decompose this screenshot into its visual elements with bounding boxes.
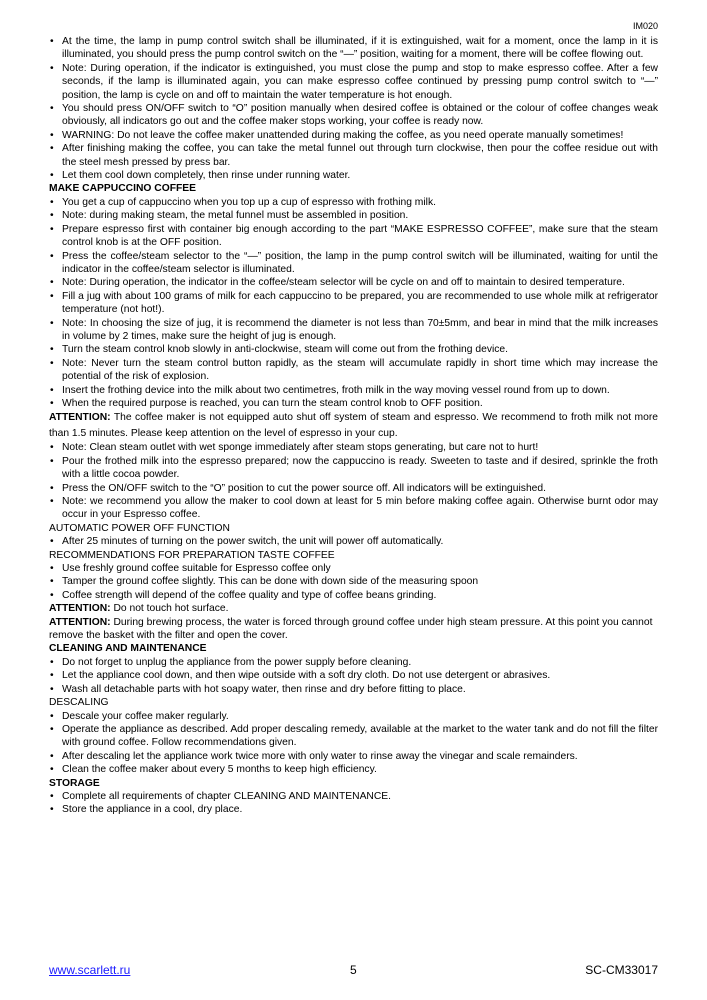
bullet-item: • WARNING: Do not leave the coffee maker unattended during making the coffee, as you need operate manually sometimes! bbox=[49, 129, 658, 142]
bullet-item: • Note: During operation, the indicator in the coffee/steam selector will be cycle on and off to maintain to desired temperature. bbox=[49, 276, 658, 289]
bullet-item: • Prepare espresso first with container big enough according to the part “MAKE ESPRESSO COFFEE”, make sure that the steam control knob is at the OFF position. bbox=[49, 223, 658, 250]
attention-label: ATTENTION: bbox=[49, 603, 111, 615]
bullet-item: • Coffee strength will depend of the coffee quality and type of coffee beans grinding. bbox=[49, 589, 658, 602]
attention-note bbox=[49, 410, 658, 441]
bullet-item: • Operate the appliance as described. Add proper descaling remedy, available at the market to the water tank and do not fill the filter with ground coffee. Follow recommendations given. bbox=[49, 723, 658, 750]
document-code: IM020 bbox=[632, 21, 658, 31]
bullet-item: • After finishing making the coffee, you can take the metal funnel out through turn clockwise, then pour the coffee residue out with the steel mesh pressed by press bar. bbox=[49, 142, 658, 169]
bullet-item: • After descaling let the appliance work twice more with only water to rinse away the vinegar and scale remainders. bbox=[49, 750, 658, 763]
bullet-item: • Note: In choosing the size of jug, it is recommend the diameter is not less than 70±5mm, and bear in mind that the milk increases in volume by 2 times, make sure the height of jug is enough. bbox=[49, 317, 658, 344]
section-title: RECOMMENDATIONS FOR PREPARATION TASTE COFFEE bbox=[49, 549, 335, 561]
bullet-item: • Use freshly ground coffee suitable for Espresso coffee only bbox=[49, 562, 658, 575]
bullet-item: • Turn the steam control knob slowly in anti-clockwise, steam will come out from the frothing device. bbox=[49, 343, 658, 356]
bullet-item: • Press the coffee/steam selector to the “—” position, the lamp in the pump control switch will be illuminated, waiting for until the indicator in the coffee/steam selector is illuminated. bbox=[49, 250, 658, 277]
attention-text: During brewing process, the water is forced through ground coffee under high steam pressure. At this point you cannot remove the basket with the filter and open the cover. bbox=[49, 616, 653, 642]
bullet-item: • Note: during making steam, the metal funnel must be assembled in position. bbox=[49, 209, 658, 222]
attention-text: The coffee maker is not equipped auto shut off system of steam and espresso. We recommend to froth milk not more than 1.5 minutes. Please keep attention on the level of espresso in your cup. bbox=[49, 412, 658, 439]
bullet-item: • Tamper the ground coffee slightly. This can be done with down side of the measuring spoon bbox=[49, 575, 658, 588]
attention-text: Do not touch hot surface. bbox=[110, 603, 229, 615]
bullet-item: • After 25 minutes of turning on the power switch, the unit will power off automatically. bbox=[49, 535, 658, 548]
bullet-item: • Let them cool down completely, then rinse under running water. bbox=[49, 169, 658, 182]
section-title: AUTOMATIC POWER OFF FUNCTION bbox=[49, 522, 230, 534]
section-heading: MAKE CAPPUCCINO COFFEE bbox=[49, 183, 197, 195]
bullet-item: • Wash all detachable parts with hot soapy water, then rinse and dry before fitting to place. bbox=[49, 683, 658, 696]
bullet-item: • Fill a jug with about 100 grams of milk for each cappuccino to be prepared, you are recommended to use whole milk at refrigerator temperature (not hot!). bbox=[49, 290, 658, 317]
page-number: 5 bbox=[350, 963, 357, 977]
bullet-item: • Complete all requirements of chapter CLEANING AND MAINTENANCE. bbox=[49, 790, 658, 803]
attention-note bbox=[49, 602, 658, 615]
website-link[interactable]: www.scarlett.ru bbox=[49, 963, 131, 977]
model-number: SC-CM33017 bbox=[585, 963, 658, 977]
bullet-item: • Note: we recommend you allow the maker to cool down at least for 5 min before making coffee again. Otherwise burnt odor may occur in your Espresso coffee. bbox=[49, 495, 658, 522]
bullet-item: • Do not forget to unplug the appliance from the power supply before cleaning. bbox=[49, 656, 658, 669]
bullet-item: • At the time, the lamp in pump control switch shall be illuminated, if it is extinguished, wait for a moment, once the lamp in it is illuminated, you should press the pump control switch on the “—” position, waiting for a moment, there will be coffee flowing out. bbox=[49, 35, 658, 62]
bullet-item: • Descale your coffee maker regularly. bbox=[49, 710, 658, 723]
manual-content bbox=[49, 35, 658, 817]
bullet-item: • Clean the coffee maker about every 5 months to keep high efficiency. bbox=[49, 763, 658, 776]
bullet-item: • When the required purpose is reached, you can turn the steam control knob to OFF position. bbox=[49, 397, 658, 410]
section-title: DESCALING bbox=[49, 697, 109, 709]
attention-note bbox=[49, 616, 658, 643]
bullet-item: • You get a cup of cappuccino when you top up a cup of espresso with frothing milk. bbox=[49, 196, 658, 209]
bullet-item: • Note: Never turn the steam control button rapidly, as the steam will accumulate rapidly in short time which may increase the potential of the risk of explosion. bbox=[49, 357, 658, 384]
bullet-item: • Press the ON/OFF switch to the “O” position to cut the power source off. All indicators will be extinguished. bbox=[49, 482, 658, 495]
section-heading: STORAGE bbox=[49, 777, 100, 789]
bullet-item: • Let the appliance cool down, and then wipe outside with a soft dry cloth. Do not use detergent or abrasives. bbox=[49, 669, 658, 682]
attention-label: ATTENTION: bbox=[49, 412, 111, 424]
attention-label: ATTENTION: bbox=[49, 616, 111, 628]
bullet-item: • Pour the frothed milk into the espresso prepared; now the cappuccino is ready. Sweeten to taste and if desired, sprinkle the froth with a little cocoa powder. bbox=[49, 455, 658, 482]
bullet-item: • You should press ON/OFF switch to “O” position manually when desired coffee is obtained or the colour of coffee changes weak obviously, all indicators go out and the coffee maker stops working, your coffee is ready now. bbox=[49, 102, 658, 129]
bullet-item: • Insert the frothing device into the milk about two centimetres, froth milk in the way moving vessel round from up to down. bbox=[49, 384, 658, 397]
bullet-item: • Store the appliance in a cool, dry place. bbox=[49, 803, 658, 816]
bullet-item: • Note: Clean steam outlet with wet sponge immediately after steam stops generating, but care not to hurt! bbox=[49, 441, 658, 454]
section-heading: CLEANING AND MAINTENANCE bbox=[49, 643, 207, 655]
bullet-item: • Note: During operation, if the indicator is extinguished, you must close the pump and stop to make espresso coffee. After a few seconds, if the lamp is illuminated again, you can make espresso coffee continued by pressing pump control switch to “—” position, the lamp is cycle on and off to maintain the water temperature is hot enough. bbox=[49, 62, 658, 102]
